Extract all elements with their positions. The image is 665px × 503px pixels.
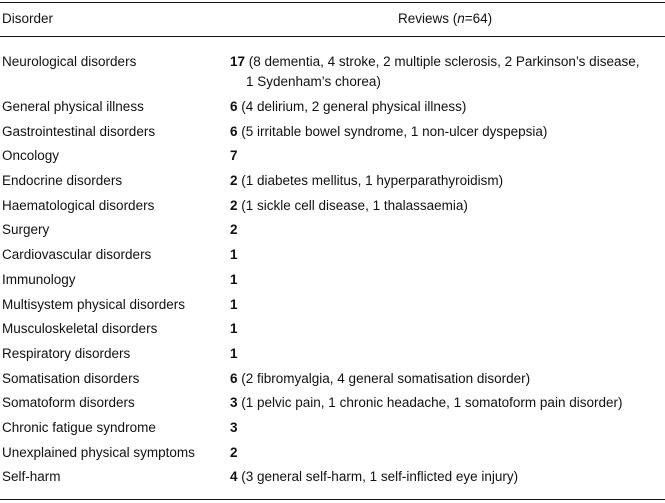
reviews-cell bbox=[230, 393, 665, 413]
header-reviews-n: n bbox=[457, 11, 465, 26]
review-count: 1 bbox=[230, 247, 238, 263]
disorder-cell: Oncology bbox=[2, 148, 60, 164]
reviews-cell bbox=[230, 344, 665, 364]
review-detail: (8 dementia, 4 stroke, 2 multiple sclerosis, 2 Parkinson’s disease, bbox=[245, 54, 640, 69]
review-count: 6 bbox=[230, 370, 238, 386]
disorder-cell: General physical illness bbox=[2, 99, 144, 114]
reviews-cell bbox=[230, 369, 665, 389]
table-row bbox=[0, 97, 665, 122]
review-detail: (1 pelvic pain, 1 chronic headache, 1 somatoform pain disorder) bbox=[237, 395, 623, 411]
table-row bbox=[0, 52, 665, 97]
disorder-cell: Self-harm bbox=[2, 469, 61, 485]
disorder-cell: Neurological disorders bbox=[2, 54, 137, 69]
disorder-cell: Somatisation disorders bbox=[2, 370, 140, 386]
table-row bbox=[0, 245, 665, 270]
reviews-cell bbox=[230, 52, 665, 92]
review-detail: (4 delirium, 2 general physical illness) bbox=[237, 99, 467, 114]
table-row bbox=[0, 146, 665, 171]
reviews-cell bbox=[230, 270, 665, 290]
disorder-cell: Surgery bbox=[2, 222, 50, 238]
header-reviews-prefix: Reviews ( bbox=[398, 11, 458, 26]
reviews-cell bbox=[230, 97, 665, 117]
review-count: 6 bbox=[230, 123, 238, 139]
review-count: 7 bbox=[230, 148, 238, 164]
table-row bbox=[0, 220, 665, 245]
header-rule bbox=[0, 36, 665, 37]
header-disorder: Disorder bbox=[2, 11, 54, 26]
review-count: 17 bbox=[230, 54, 246, 69]
review-count: 2 bbox=[230, 222, 238, 238]
disorder-cell: Endocrine disorders bbox=[2, 173, 123, 189]
table-row bbox=[0, 270, 665, 295]
reviews-cell bbox=[230, 220, 665, 240]
review-count: 3 bbox=[230, 395, 238, 411]
disorder-cell: Somatoform disorders bbox=[2, 395, 135, 411]
review-detail: (5 irritable bowel syndrome, 1 non-ulcer dyspepsia) bbox=[237, 123, 548, 139]
reviews-cell bbox=[230, 146, 665, 166]
review-count: 1 bbox=[230, 321, 238, 337]
disorder-cell: Gastrointestinal disorders bbox=[2, 123, 156, 139]
reviews-cell bbox=[230, 171, 665, 191]
header-reviews-suffix: =64) bbox=[464, 11, 493, 26]
table-row bbox=[0, 295, 665, 320]
reviews-cell bbox=[230, 295, 665, 315]
review-count: 3 bbox=[230, 419, 238, 435]
table-row bbox=[0, 122, 665, 147]
review-detail-continued: 1 Sydenham’s chorea) bbox=[246, 74, 381, 89]
top-rule bbox=[0, 2, 665, 3]
table-row bbox=[0, 369, 665, 394]
review-count: 2 bbox=[230, 197, 238, 213]
review-detail: (3 general self-harm, 1 self-inflicted eye injury) bbox=[237, 469, 519, 485]
header-reviews bbox=[398, 11, 492, 26]
table-body bbox=[0, 52, 665, 492]
review-count: 1 bbox=[230, 296, 238, 312]
disorder-cell: Multisystem physical disorders bbox=[2, 296, 186, 312]
reviews-cell bbox=[230, 443, 665, 463]
reviews-cell bbox=[230, 245, 665, 265]
reviews-cell bbox=[230, 418, 665, 438]
disorder-cell: Musculoskeletal disorders bbox=[2, 321, 158, 337]
reviews-cell bbox=[230, 196, 665, 216]
table-row bbox=[0, 196, 665, 221]
disorder-cell: Chronic fatigue syndrome bbox=[2, 419, 156, 435]
review-detail: (1 sickle cell disease, 1 thalassaemia) bbox=[237, 197, 468, 213]
review-count: 2 bbox=[230, 444, 238, 460]
table-row bbox=[0, 171, 665, 196]
table-row bbox=[0, 443, 665, 468]
bottom-rule bbox=[0, 499, 665, 500]
table-row bbox=[0, 418, 665, 443]
review-count: 4 bbox=[230, 469, 238, 485]
reviews-cell bbox=[230, 467, 665, 487]
table-row bbox=[0, 467, 665, 492]
review-count: 6 bbox=[230, 99, 238, 114]
table-row bbox=[0, 393, 665, 418]
disorder-cell: Cardiovascular disorders bbox=[2, 247, 152, 263]
review-count: 1 bbox=[230, 345, 238, 361]
table-row bbox=[0, 319, 665, 344]
table-row bbox=[0, 344, 665, 369]
review-detail: (2 fibromyalgia, 4 general somatisation disorder) bbox=[237, 370, 531, 386]
table-header bbox=[0, 11, 665, 31]
review-count: 2 bbox=[230, 173, 238, 189]
review-detail: (1 diabetes mellitus, 1 hyperparathyroidism) bbox=[237, 173, 504, 189]
disorder-cell: Immunology bbox=[2, 271, 76, 287]
reviews-cell bbox=[230, 319, 665, 339]
disorder-cell: Respiratory disorders bbox=[2, 345, 131, 361]
disorder-cell: Unexplained physical symptoms bbox=[2, 444, 195, 460]
disorder-cell: Haematological disorders bbox=[2, 197, 155, 213]
reviews-cell bbox=[230, 122, 665, 142]
review-count: 1 bbox=[230, 271, 238, 287]
